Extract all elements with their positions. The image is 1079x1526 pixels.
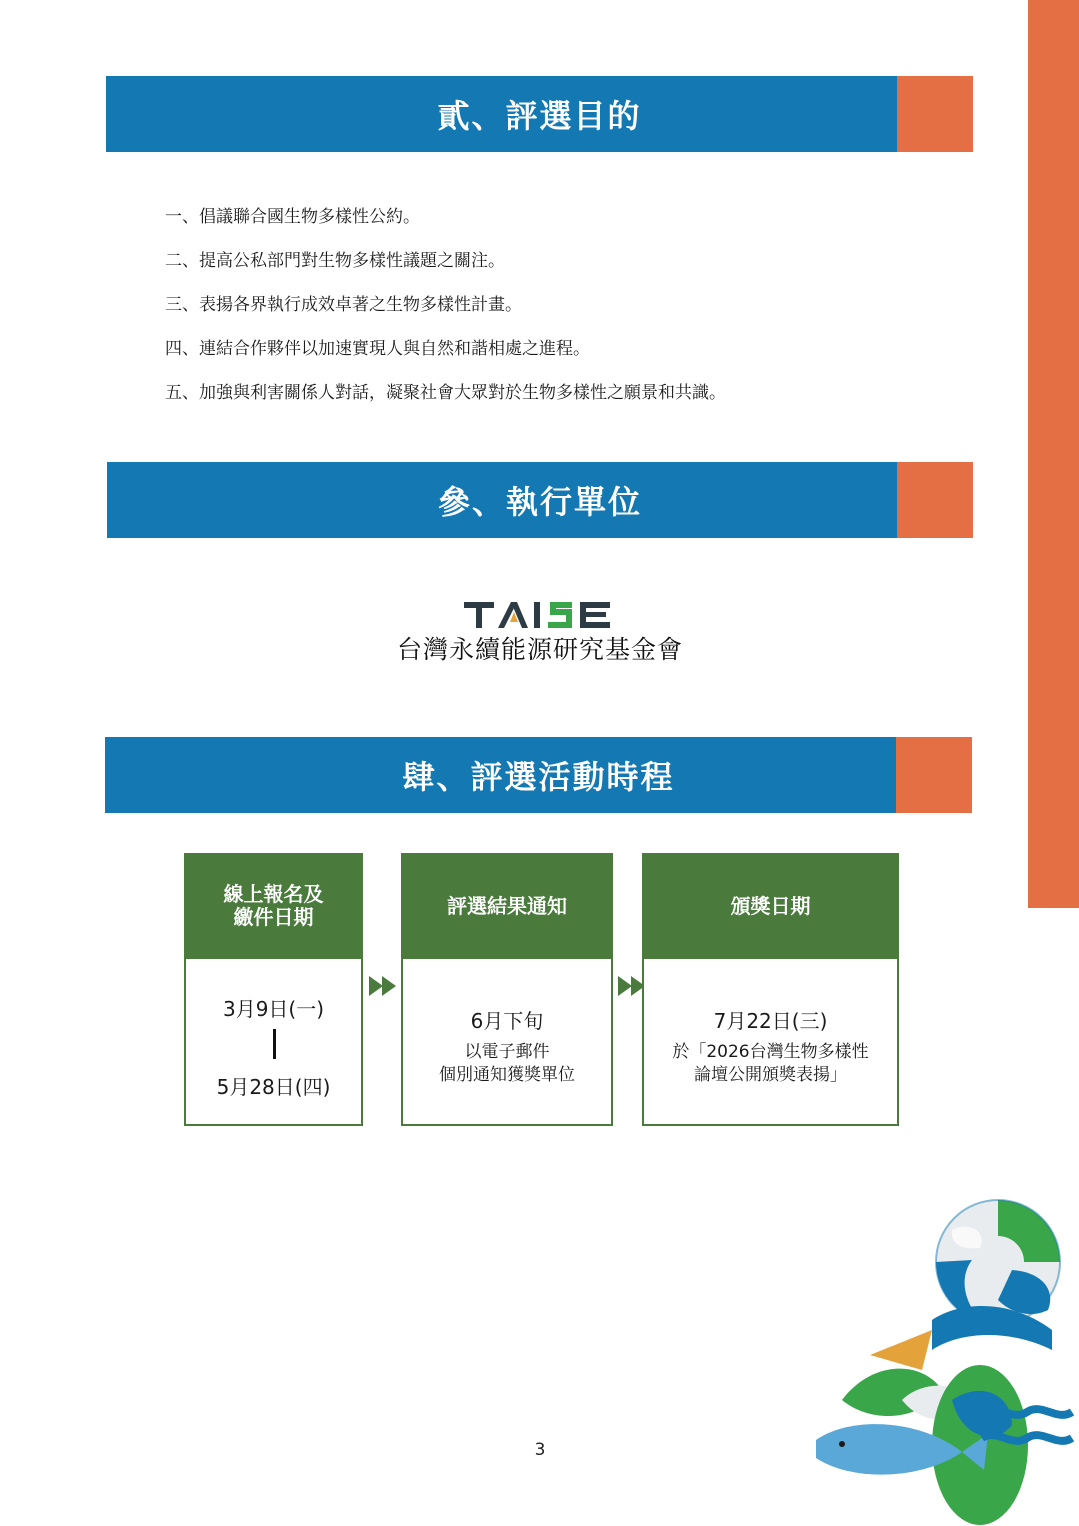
section-header-executor: [107, 462, 973, 538]
date-range-connector: [273, 1029, 276, 1059]
timeline-note-line: 論壇公開頒獎表揚」: [694, 1065, 847, 1085]
section-header-accent: [897, 462, 973, 538]
timeline-date-start: 3月9日(一): [222, 997, 325, 1021]
purpose-list: [165, 204, 726, 424]
list-item: 四、連結合作夥伴以加速實現人與自然和諧相處之進程。: [165, 339, 590, 359]
list-item: 一、倡議聯合國生物多樣性公約。: [165, 207, 420, 227]
timeline-note-line: 於「2026台灣生物多樣性: [672, 1042, 869, 1062]
section-title: 貳、評選目的: [437, 97, 642, 135]
timeline-card-body: [403, 959, 611, 1124]
section-title: 肆、評選活動時程: [402, 758, 675, 796]
list-item: 五、加強與利害關係人對話，凝聚社會大眾對於生物多樣性之願景和共識。: [165, 383, 726, 403]
section-header-accent: [896, 737, 972, 813]
biodiversity-illustration: [812, 1190, 1079, 1526]
page-number: 3: [534, 1440, 546, 1460]
organization-name: 台灣永續能源研究基金會: [396, 635, 683, 664]
timeline-card-header: 評選結果通知: [401, 853, 613, 959]
timeline-date: 6月下旬: [470, 1009, 544, 1033]
timeline-card-registration: [184, 853, 363, 1126]
timeline-note-line: 以電子郵件: [464, 1042, 550, 1062]
timeline-date: 7月22日(三): [713, 1009, 828, 1033]
section-header-accent: [897, 76, 973, 152]
timeline-note-line: 個別通知獲獎單位: [439, 1065, 575, 1085]
double-chevron-right-icon: [369, 975, 399, 997]
timeline-card-header: [184, 853, 363, 959]
timeline-card-award: [642, 853, 899, 1126]
timeline-head-line: 繳件日期: [233, 905, 314, 929]
side-accent-stripe: [1028, 0, 1079, 908]
timeline-card-header: 頒獎日期: [642, 853, 899, 959]
taise-logo: [330, 600, 750, 666]
timeline-date-end: 5月28日(四): [216, 1075, 331, 1099]
list-item: 二、提高公私部門對生物多樣性議題之關注。: [165, 251, 505, 271]
timeline-card-result: [401, 853, 613, 1126]
section-title: 參、執行單位: [437, 483, 642, 521]
list-item: 三、表揚各界執行成效卓著之生物多樣性計畫。: [165, 295, 522, 315]
timeline-card-body: [186, 959, 361, 1124]
section-header-purpose: [106, 76, 973, 152]
timeline-head-line: 線上報名及: [223, 882, 324, 906]
timeline-card-body: [644, 959, 897, 1124]
taise-wordmark: [464, 600, 616, 630]
section-header-schedule: [105, 737, 972, 813]
